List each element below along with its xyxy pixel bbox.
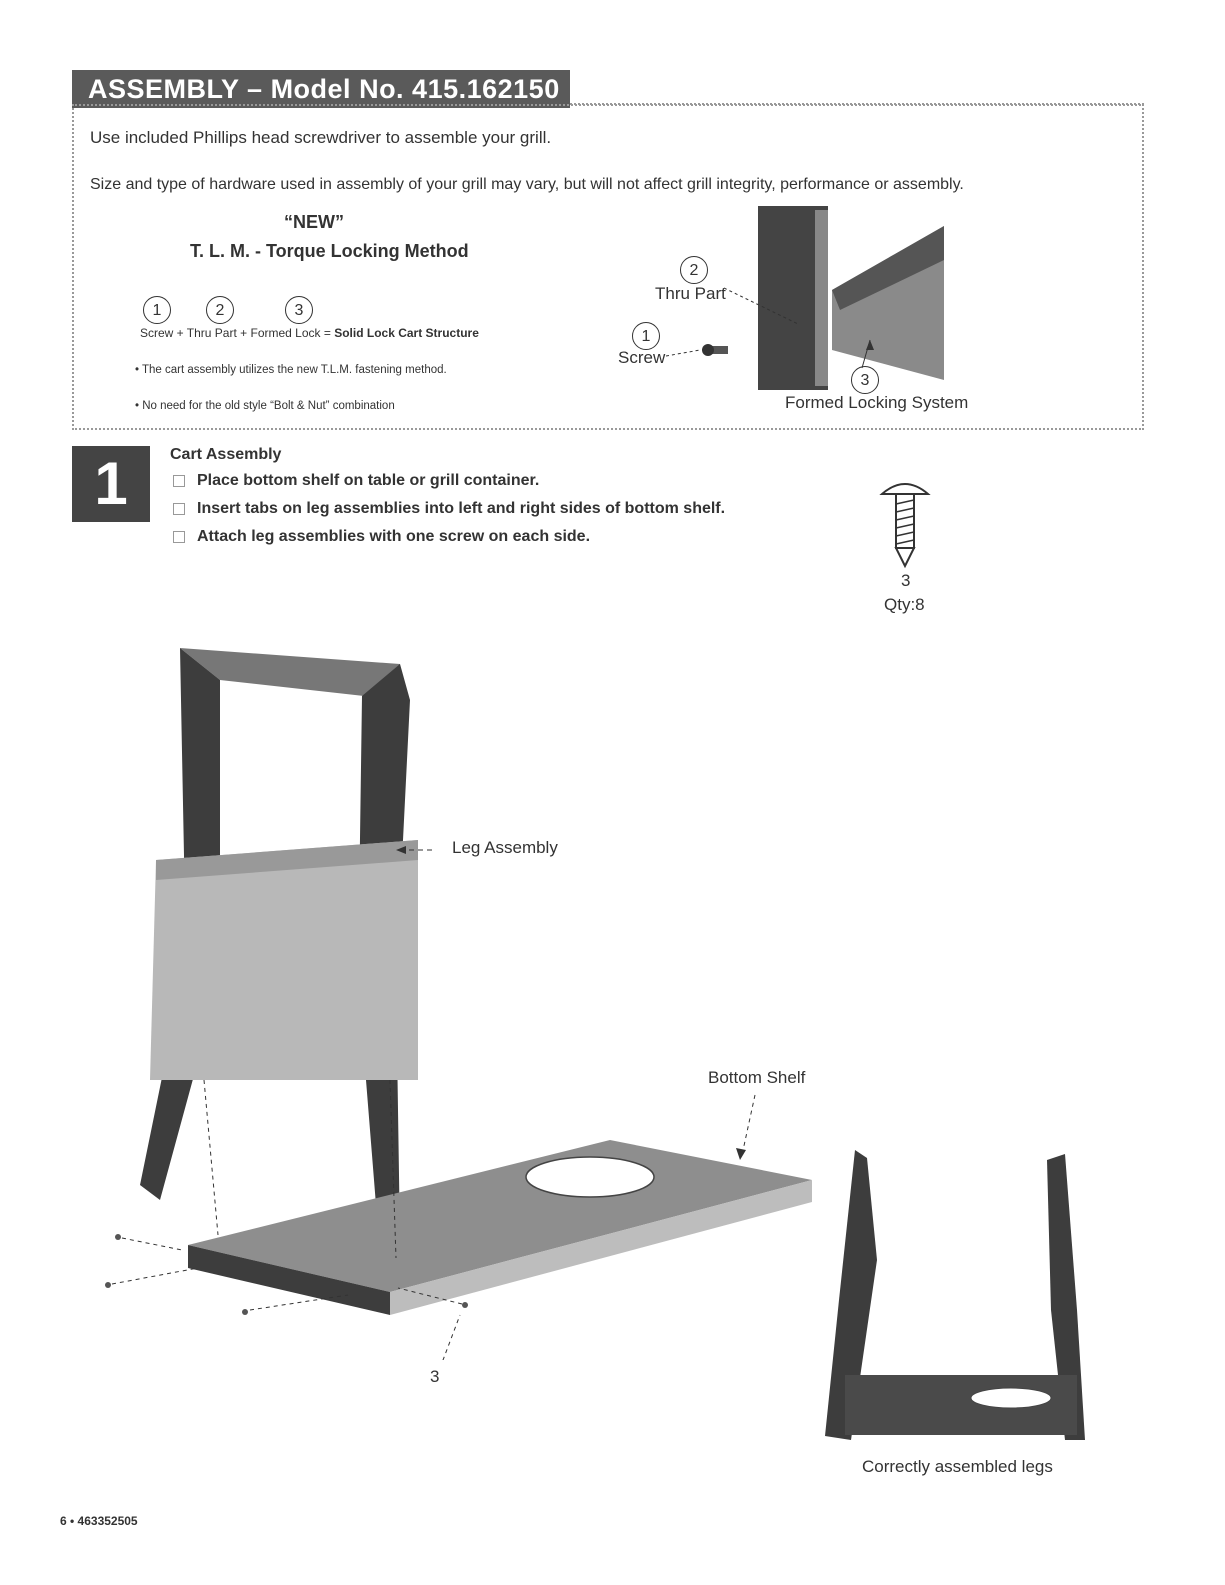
bottom-shelf-label: Bottom Shelf: [708, 1068, 806, 1087]
formed-lock-num: 3: [851, 366, 879, 394]
hardware-number: 3: [901, 571, 911, 590]
step-number-badge: 1: [72, 446, 150, 522]
tlm-equation: [140, 326, 479, 340]
tlm-bullet-2: • No need for the old style “Bolt & Nut” combination: [135, 400, 395, 412]
step-item-text: Attach leg assemblies with one screw on each side.: [197, 528, 591, 545]
step-item-text: Insert tabs on leg assemblies into left and right sides of bottom shelf.: [197, 500, 726, 517]
formed-lock-label: Formed Locking System: [785, 393, 969, 412]
screw-callout-number: 3: [430, 1367, 440, 1386]
page-title: ASSEMBLY – Model No. 415.162150: [72, 70, 570, 108]
step-circle-1: 1: [143, 296, 171, 324]
step-item-text: Place bottom shelf on table or grill container.: [197, 472, 540, 489]
tlm-title: T. L. M. - Torque Locking Method: [190, 241, 469, 261]
page-footer: 6 • 463352505: [60, 1514, 138, 1528]
leg-assembly-illustration: [140, 648, 418, 1255]
step-circle-3: 3: [285, 296, 313, 324]
screw-hardware-icon: [870, 476, 940, 576]
screw-illustration: [702, 344, 728, 356]
step-circle-2: 2: [206, 296, 234, 324]
checkbox-icon[interactable]: [173, 531, 185, 543]
intro-line-1: Use included Phillips head screwdriver to assemble your grill.: [90, 128, 552, 147]
tlm-bullet-1: • The cart assembly utilizes the new T.L.M. fastening method.: [135, 364, 447, 376]
assembled-legs-caption: Correctly assembled legs: [862, 1457, 1053, 1476]
thru-part-label: Thru Part: [655, 284, 726, 303]
intro-line-2: Size and type of hardware used in assembly of your grill may vary, but will not affect grill integrity, performance or assembly.: [90, 176, 964, 193]
bottom-shelf-illustration: [188, 1140, 812, 1315]
thru-part-num: 2: [680, 256, 708, 284]
checkbox-icon[interactable]: [173, 503, 185, 515]
leg-assembly-label: Leg Assembly: [452, 838, 558, 857]
screw-num: 1: [632, 322, 660, 350]
tlm-equation-bold: Solid Lock Cart Structure: [334, 326, 479, 340]
step-item-2: [173, 500, 725, 518]
tlm-new-label: “NEW”: [284, 212, 344, 232]
assembled-legs-illustration: [815, 1140, 1105, 1450]
step-item-3: [173, 528, 590, 546]
screw-label: Screw: [618, 348, 666, 367]
step-title: Cart Assembly: [170, 446, 282, 463]
tlm-diagram: [600, 200, 980, 420]
tlm-equation-plain: Screw + Thru Part + Formed Lock =: [140, 326, 335, 340]
hardware-qty: Qty:8: [884, 595, 925, 614]
checkbox-icon[interactable]: [173, 475, 185, 487]
cart-exploded-diagram: [100, 640, 820, 1360]
step-item-1: [173, 472, 539, 490]
